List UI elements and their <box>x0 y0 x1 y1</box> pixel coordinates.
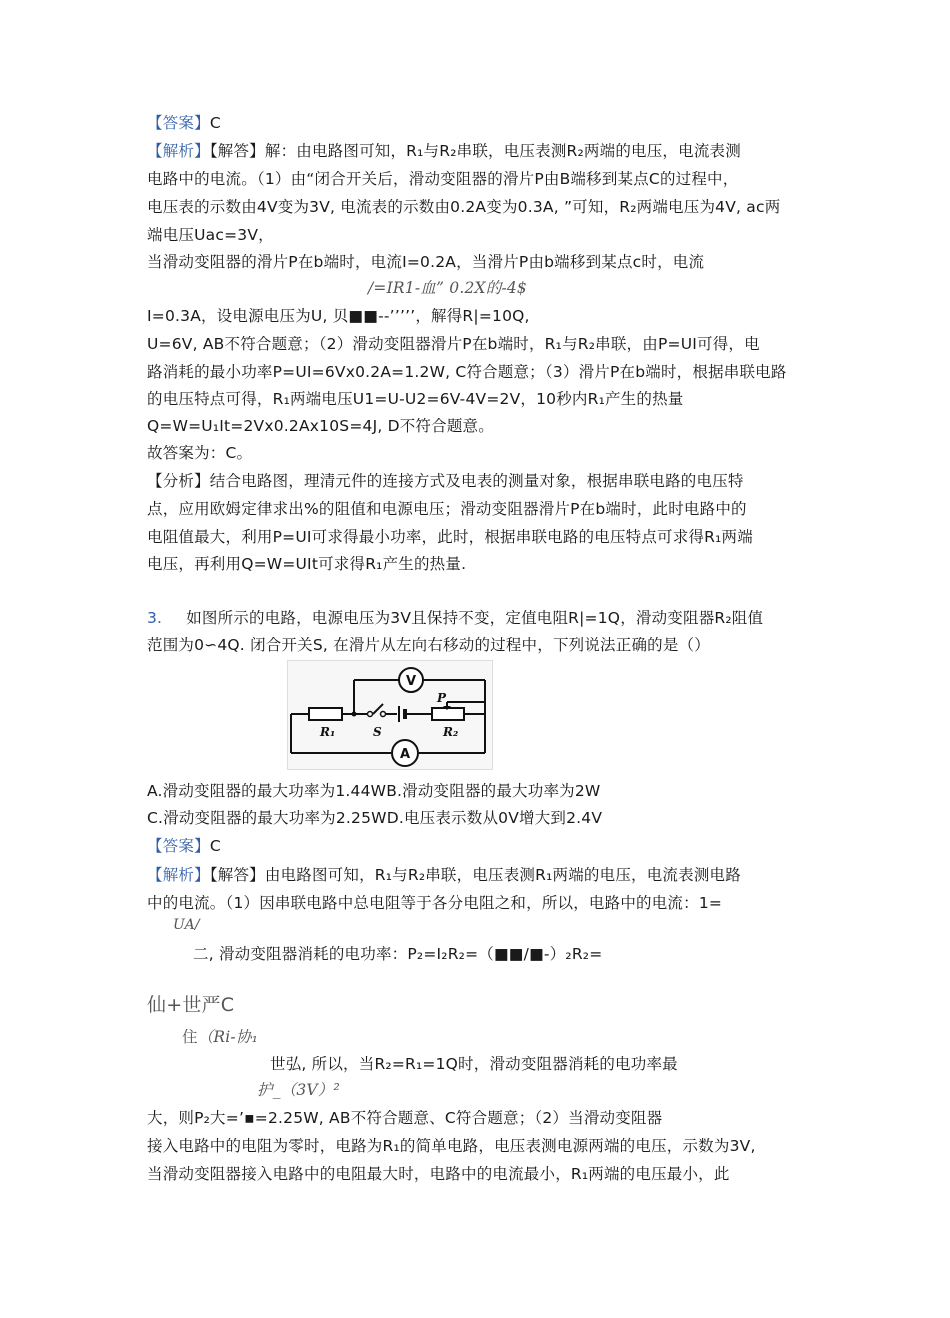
analysis-text: 【解答】由电路图可知，R₁与R₂串联，电压表测R₁两端的电压，电流表测电路 <box>209 866 741 884</box>
fenxi-line-3: 电阻值最大，利用P=UI可求得最小功率，此时，根据串联电路的电压特点可求得R₁两端 <box>147 528 753 546</box>
analysis2-line-4: 世弘, 所以，当R₂=R₁=1Q时，滑动变阻器消耗的电功率最 <box>270 1055 678 1073</box>
fenxi-line-1: 【分析】结合电路图，理清元件的连接方式及电表的测量对象，根据串联电路的电压特 <box>147 472 744 490</box>
question-text: 如图所示的电路，电源电压为3V且保持不变，定值电阻R|=1Q，滑动变阻器R₂阻值 <box>186 609 764 627</box>
voltmeter-label: V <box>405 674 417 689</box>
analysis-tag: 【解析】 <box>147 866 210 884</box>
answer-value: C <box>209 837 221 855</box>
formula-fragment-4: 护_（3V）² <box>257 1081 340 1099</box>
answer-tag: 【答案】 <box>147 837 210 855</box>
question-number: 3. <box>147 609 163 627</box>
switch-contact <box>381 712 386 717</box>
formula-fragment-2: 仙+世严C <box>147 994 235 1016</box>
options-cd: C.滑动变阻器的最大功率为2.25WD.电压表示数从0V增大到2.4V <box>147 809 603 827</box>
analysis-line-8: 路消耗的最小功率P=UI=6Vx0.2A=1.2W, C符合题意；（3）滑片P在b端时，根据串联电路 <box>147 363 787 381</box>
analysis-line-5: 当滑动变阻器的滑片P在b端时，电流I=0.2A，当滑片P由b端移到某点c时，电流 <box>147 253 705 271</box>
formula-fragment-1: UA/ <box>173 917 200 933</box>
analysis2-line-3: 二, 滑动变阻器消耗的电功率：P₂=I₂R₂=（■■/■-）₂R₂= <box>193 945 603 963</box>
slider-label: P <box>437 691 447 705</box>
answer-line-2 <box>147 836 221 856</box>
resistor-r1 <box>309 708 342 720</box>
formula-fragment: /=IR1-血” 0.2X的-4$ <box>368 279 527 297</box>
answer-tag: 【答案】 <box>147 114 210 132</box>
options-ab: A.滑动变阻器的最大功率为1.44WB.滑动变阻器的最大功率为2W <box>147 782 601 800</box>
analysis-text: 【解答】解：由电路图可知，R₁与R₂串联，电压表测R₂两端的电压，电流表测 <box>209 142 741 160</box>
analysis-line-7: U=6V, AB不符合题意；（2）滑动变阻器滑片P在b端时，R₁与R₂串联，由P=UI可得，电 <box>147 335 760 353</box>
circuit-diagram <box>287 660 493 770</box>
analysis2-line-7: 当滑动变阻器接入电路中的电阻最大时，电路中的电流最小，R₁两端的电压最小，此 <box>147 1165 730 1183</box>
answer-line-1 <box>147 113 221 133</box>
fragment-char: 住 <box>182 1028 198 1046</box>
analysis-line-6: I=0.3A，设电源电压为U, 贝■■--’’’’’，解得R|=10Q, <box>147 307 530 325</box>
formula-fragment-3 <box>182 1027 258 1047</box>
answer-value: C <box>209 114 221 132</box>
analysis-line-9: 的电压特点可得，R₁两端电压U1=U-U2=6V-4V=2V，10秒内R₁产生的热量 <box>147 390 684 408</box>
r1-label: R₁ <box>320 725 336 739</box>
fenxi-line-2: 点，应用欧姆定律求出%的阻值和电源电压；滑动变阻器滑片P在b端时，此时电路中的 <box>147 500 747 518</box>
analysis-line-2: 电路中的电流。（1）由“闭合开关后，滑动变阻器的滑片P由B端移到某点C的过程中， <box>147 170 739 188</box>
question-3-line-2: 范围为0∽4Q. 闭合开关S, 在滑片从左向右移动的过程中，下列说法正确的是（） <box>147 636 710 654</box>
analysis2-line-6: 接入电路中的电阻为零时，电路为R₁的简单电路，电压表测电源两端的电压，示数为3V, <box>147 1137 756 1155</box>
junction-dot <box>352 712 357 717</box>
analysis-line-4: 端电压Uac=3V， <box>147 226 274 244</box>
resistor-r2 <box>432 708 464 720</box>
r2-label: R₂ <box>443 725 459 739</box>
fragment-formula: （Ri-协₁ <box>197 1028 258 1046</box>
analysis-line-1 <box>147 141 741 161</box>
analysis-tag: 【解析】 <box>147 142 210 160</box>
analysis-line-3: 电压表的示数由4V变为3V, 电流表的示数由0.2A变为0.3A, ”可知，R₂两端电压为4V, ac两 <box>147 198 781 216</box>
question-3-line-1 <box>147 608 763 628</box>
fenxi-line-4: 电压，再利用Q=W=UIt可求得R₁产生的热量. <box>147 555 467 573</box>
switch-label: S <box>373 725 382 739</box>
conclusion-line: 故答案为：C。 <box>147 444 253 462</box>
ammeter-label: A <box>399 747 411 762</box>
analysis2-line-5: 大，则P₂大=’▪=2.25W, AB不符合题意、C符合题意；（2）当滑动变阻器 <box>147 1109 663 1127</box>
analysis-line-10: Q=W=U₁It=2Vx0.2Ax10S=4J, D不符合题意。 <box>147 417 494 435</box>
analysis2-line-1 <box>147 865 741 885</box>
analysis2-line-2: 中的电流。（1）因串联电路中总电阻等于各分电阻之和，所以，电路中的电流：1= <box>147 894 723 912</box>
switch-contact <box>368 712 373 717</box>
